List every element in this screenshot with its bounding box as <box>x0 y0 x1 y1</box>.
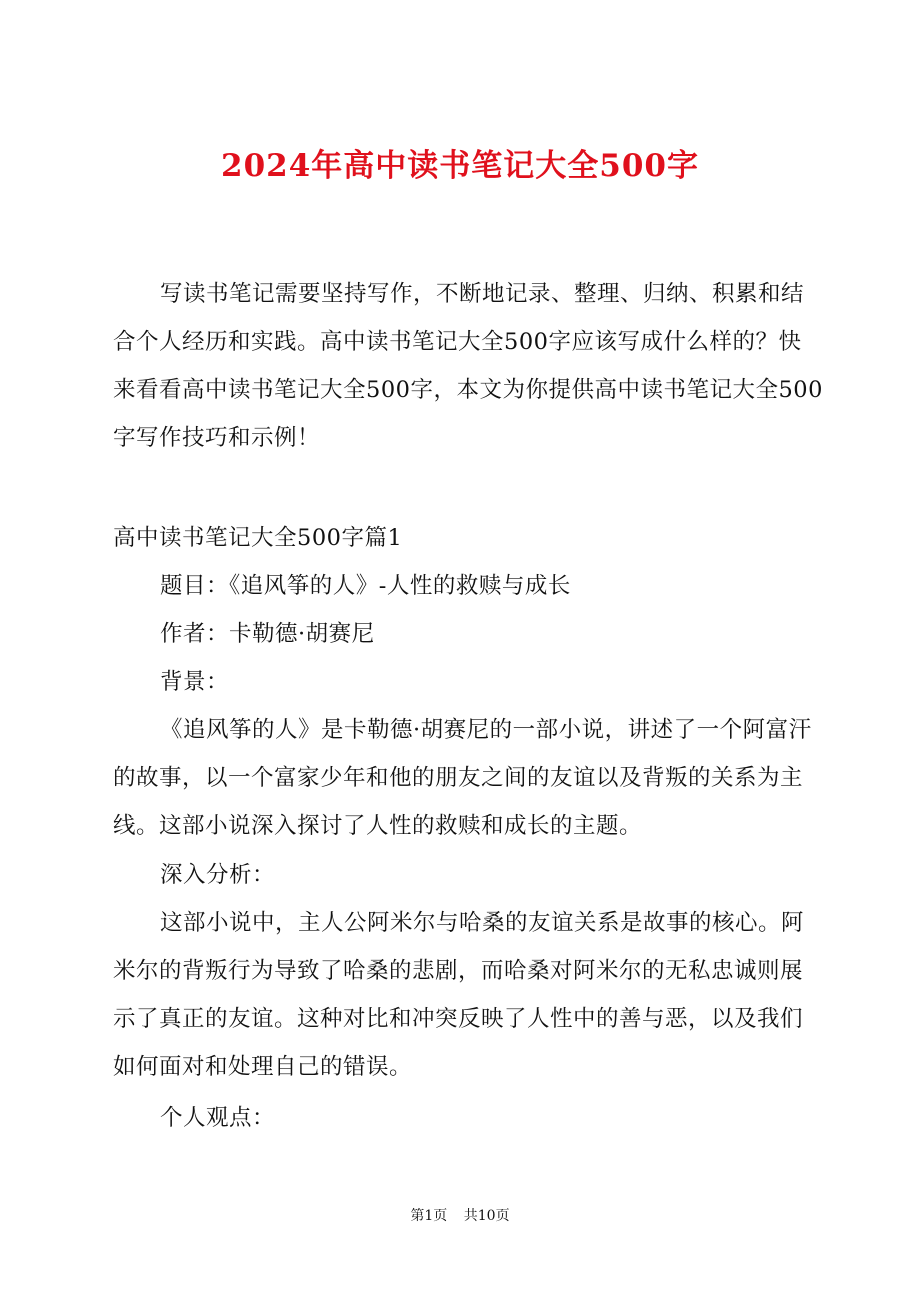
analysis-label: 深入分析： <box>160 862 276 888</box>
opinion-label: 个人观点： <box>160 1105 276 1131</box>
background-label: 背景： <box>160 669 230 695</box>
author-line: 作者：卡勒德·胡赛尼 <box>160 621 375 647</box>
page-number-total: 共10页 <box>463 1208 510 1224</box>
section-heading: 高中读书笔记大全500字篇1 <box>113 525 403 551</box>
page-number-current: 第1页 <box>410 1208 448 1224</box>
background-paragraph: 《追风筝的人》是卡勒德·胡赛尼的一部小说，讲述了一个阿富汗的故事，以一个富家少年和他的朋友之间的友谊以及背叛的关系为主线。这部小说深入探讨了人性的救赎和成长的主题。 <box>113 717 812 839</box>
intro-paragraph: 写读书笔记需要坚持写作，不断地记录、整理、归纳、积累和结合个人经历和实践。高中读书笔记大全500字应该写成什么样的？快来看看高中读书笔记大全500字，本文为你提供高中读书笔记大全500字写作技巧和示例！ <box>113 281 823 451</box>
document-title: 2024年高中读书笔记大全500字 <box>221 148 699 184</box>
page-footer <box>0 1205 920 1225</box>
topic-line: 题目：《追风筝的人》-人性的救赎与成长 <box>160 573 571 599</box>
analysis-paragraph: 这部小说中，主人公阿米尔与哈桑的友谊关系是故事的核心。阿米尔的背叛行为导致了哈桑的悲剧，而哈桑对阿米尔的无私忠诚则展示了真正的友谊。这种对比和冲突反映了人性中的善与恶，以及我们如何面对和处理自己的错误。 <box>113 910 805 1080</box>
